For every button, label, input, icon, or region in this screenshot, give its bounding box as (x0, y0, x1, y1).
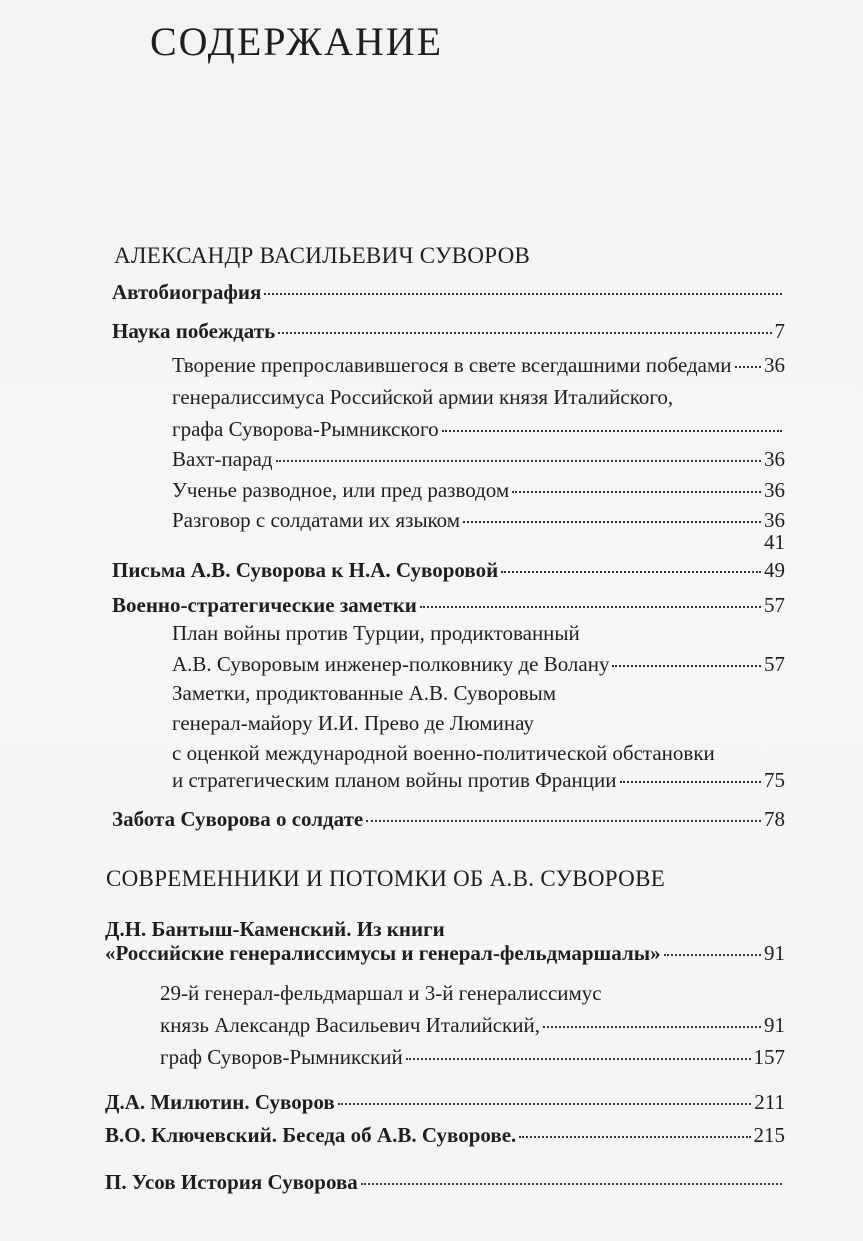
dot-leader (512, 491, 761, 493)
toc-entry[interactable] (172, 651, 785, 677)
entry-page: 215 (753, 1123, 785, 1147)
entry-title: «Российские генералиссимусы и генерал-фельдмаршалы» (105, 941, 661, 965)
entry-page: 78 (764, 807, 785, 831)
entry-title: Разговор с солдатами их языком (172, 508, 461, 532)
entry-continuation: План войны против Турции, продиктованный (172, 621, 580, 645)
entry-title: П. Усов История Суворова (105, 1170, 358, 1194)
toc-entry[interactable] (172, 446, 785, 472)
section-heading: СОВРЕМЕННИКИ И ПОТОМКИ ОБ А.В. СУВОРОВЕ (106, 866, 666, 891)
dot-leader (278, 332, 771, 334)
dot-leader (366, 820, 761, 822)
dot-leader (276, 460, 761, 462)
dot-leader (664, 954, 761, 956)
toc-entry[interactable] (105, 940, 785, 966)
entry-title: Д.А. Милютин. Суворов (105, 1090, 335, 1114)
toc-entry[interactable] (105, 1089, 785, 1115)
entry-page: 7 (774, 319, 785, 343)
toc-title: СОДЕРЖАНИЕ (150, 19, 444, 64)
dot-leader (612, 665, 761, 667)
entry-page: 57 (764, 652, 785, 676)
toc-entry[interactable] (112, 557, 785, 583)
dot-leader (519, 1136, 750, 1138)
entry-page: 211 (754, 1090, 785, 1114)
entry-title: графа Суворова-Рымникского (172, 417, 439, 441)
dot-leader (264, 293, 782, 295)
toc-entry[interactable] (105, 1169, 785, 1195)
dot-leader (543, 1026, 761, 1028)
entry-title: А.В. Суворовым инженер-полковнику де Волану (172, 652, 610, 676)
toc-entry[interactable] (172, 477, 785, 503)
toc-entry[interactable] (112, 279, 785, 305)
entry-title: Творение препрославившегося в свете всегдашними победами (172, 353, 732, 377)
entry-page: 91 (764, 941, 785, 965)
entry-title: Наука побеждать (112, 319, 276, 343)
entry-continuation: генералиссимуса Российской армии князя Италийского, (172, 385, 674, 409)
dot-leader (361, 1183, 782, 1185)
entry-title: Забота Суворова о солдате (112, 807, 364, 831)
dot-leader (406, 1058, 751, 1060)
entry-page: 36 (764, 353, 785, 377)
entry-title: Вахт-парад (172, 447, 273, 471)
entry-continuation: 29-й генерал-фельдмаршал и 3-й генералиссимус (160, 981, 602, 1005)
dot-leader (338, 1103, 752, 1105)
entry-page: 75 (764, 768, 785, 792)
entry-page: 157 (753, 1045, 785, 1069)
entry-page: 36 (764, 508, 785, 532)
dot-leader (420, 606, 761, 608)
entry-title: Автобиография (112, 280, 262, 304)
entry-page: 91 (764, 1013, 785, 1037)
toc-entry[interactable] (112, 806, 785, 832)
dot-leader (735, 366, 761, 368)
entry-page: 36 (764, 447, 785, 471)
entry-page: 49 (764, 558, 785, 582)
toc-entry[interactable] (172, 767, 785, 793)
toc-entry[interactable] (105, 916, 785, 942)
dot-leader (463, 521, 761, 523)
toc-entry-page-only[interactable] (172, 529, 785, 555)
entry-page: 57 (764, 593, 785, 617)
entry-continuation: генерал-майору И.И. Прево де Люминау (172, 711, 534, 735)
entry-title: и стратегическим планом войны против Франции (172, 768, 617, 792)
toc-entry[interactable] (160, 1044, 785, 1070)
toc-entry[interactable] (160, 1012, 785, 1038)
entry-continuation: Заметки, продиктованные А.В. Суворовым (172, 681, 557, 705)
section-heading: АЛЕКСАНДР ВАСИЛЬЕВИЧ СУВОРОВ (114, 243, 531, 268)
entry-page: 41 (764, 530, 785, 554)
entry-title: Военно-стратегические заметки (112, 593, 417, 617)
entry-continuation: с оценкой международной военно-политической обстановки (172, 741, 715, 765)
entry-title: граф Суворов-Рымникский (160, 1045, 403, 1069)
toc-entry[interactable] (112, 592, 785, 618)
toc-entry[interactable] (112, 318, 785, 344)
toc-entry[interactable] (105, 1122, 785, 1148)
entry-title: Ученье разводное, или пред разводом (172, 478, 510, 502)
dot-leader (501, 571, 761, 573)
entry-title: князь Александр Васильевич Италийский, (160, 1013, 540, 1037)
entry-title: Д.Н. Бантыш-Каменский. Из книги (105, 917, 445, 941)
toc-entry[interactable] (172, 416, 785, 442)
toc-entry[interactable] (172, 352, 785, 378)
entry-title: В.О. Ключевский. Беседа об А.В. Суворове. (105, 1123, 517, 1147)
entry-page: 36 (764, 478, 785, 502)
dot-leader (442, 430, 782, 432)
dot-leader (620, 781, 761, 783)
entry-title: Письма А.В. Суворова к Н.А. Суворовой (112, 558, 499, 582)
